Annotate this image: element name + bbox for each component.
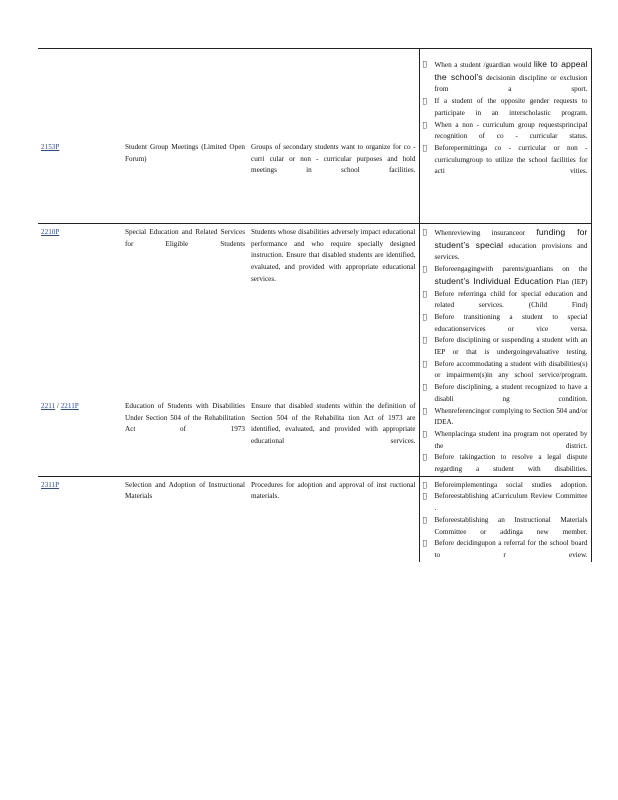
list-item: When a non - curriculum group requestsprincipal recognition of co - curricular status. xyxy=(423,120,588,143)
bullet-icon xyxy=(423,335,427,347)
policy-description: Procedures for adoption and approval of inst ructional materials. xyxy=(251,480,416,501)
bullet-icon xyxy=(423,59,427,71)
policy-link-2153p[interactable]: 2153P xyxy=(41,143,60,151)
bullet-icon xyxy=(423,96,427,108)
list-item: If a student of the opposite gender requests to participate in an interscholastic program. xyxy=(423,96,588,119)
policy-code-cell xyxy=(38,476,122,561)
bullet-icon xyxy=(423,538,427,550)
bullet-icon xyxy=(423,480,427,492)
policy-title: Special Education and Related Services for Eligible Students xyxy=(125,228,245,248)
policy-link-2211[interactable]: 2211 xyxy=(41,401,56,410)
bullet-icon xyxy=(423,359,427,371)
policy-code-cell xyxy=(38,49,122,224)
policy-description: Ensure that disabled students within the definition of Section 504 of the Rehabilita tion Act of 1973 are identified, evaluated, and provided with appropriate educational services. xyxy=(251,401,416,446)
bullet-icon xyxy=(423,227,427,239)
bullet-icon xyxy=(423,452,427,464)
list-item: Before decidingupon a referral for the school board to r eview. xyxy=(423,538,588,561)
bullet-icon xyxy=(423,429,427,441)
code-separator: / xyxy=(55,401,61,410)
policy-title-cell xyxy=(122,224,248,297)
list-item: Before disciplining or suspending a student with an IEP or that is undergoingevaluative testing. xyxy=(423,335,588,358)
policy-description-cell xyxy=(248,297,419,476)
policy-link-2211p[interactable]: 2211P xyxy=(60,401,79,410)
policy-description-cell xyxy=(248,224,419,297)
policy-description: Groups of secondary students want to organize for co -curri cular or non - curricular purposes and hold meetings in school facilities. xyxy=(251,143,416,175)
policy-actions-cell xyxy=(419,49,591,224)
policy-code-cell xyxy=(38,224,122,297)
list-item: Before disciplining, a student recognized to have a disabli ng condition. xyxy=(423,382,588,405)
action-list xyxy=(423,59,588,178)
list-item: Before takingaction to resolve a legal dispute regarding a student with disabilities. xyxy=(423,452,588,475)
bullet-icon xyxy=(423,491,427,503)
list-item: Before accommodating a student with disabilities(s) or impairment(s)in any school service/program. xyxy=(423,359,588,382)
list-item: Whenplacinga student ina program not operated by the district. xyxy=(423,429,588,452)
policy-link-2210p[interactable]: 2210P xyxy=(41,228,60,236)
bullet-icon xyxy=(423,515,427,527)
bullet-icon xyxy=(423,120,427,132)
policy-title-cell xyxy=(122,297,248,476)
bullet-icon xyxy=(423,406,427,418)
table-row xyxy=(38,476,591,561)
policy-actions-cell xyxy=(419,476,591,561)
action-list xyxy=(423,480,588,562)
policy-description: Students whose disabilities adversely impact educational performance and who require specially designed instruction. Ensure that disabled students are identified, evaluated, and provided with appropriate educational services. xyxy=(251,228,416,283)
list-item: Whenreviewing insuranceor funding for student’s special education provisions and services. xyxy=(423,227,588,264)
list-item: Whenreferencingor complying to Section 504 and/or IDEA. xyxy=(423,406,588,429)
bullet-icon xyxy=(423,382,427,394)
policy-title: Student Group Meetings (Limited Open Forum) xyxy=(125,143,245,163)
list-item: Beforeengagingwith parents/guardians on the student’s Individual Education Plan (IEP) xyxy=(423,264,588,288)
bullet-icon xyxy=(423,312,427,324)
list-item: Beforeestablishing aCurriculum Review Committee . xyxy=(423,491,588,514)
list-item: When a student /guardian would like to appeal the school’s decisionin discipline or exclusion from a sport. xyxy=(423,59,588,96)
policy-title-cell xyxy=(122,476,248,561)
list-item: Before transitioning a student to special educationservices or vice versa. xyxy=(423,312,588,335)
policy-title: Selection and Adoption of Instructional Materials xyxy=(125,480,245,501)
policy-title: Education of Students with Disabilities Under Section 504 of the Rehabilitation Act of 1973 xyxy=(125,401,245,434)
policy-description-cell xyxy=(248,476,419,561)
policy-actions-cell xyxy=(419,224,591,477)
list-item: Beforeestablishing an Instructional Materials Committee or addinga new member. xyxy=(423,515,588,538)
list-item: Before referringa child for special education and related services. (Child Find) xyxy=(423,289,588,312)
bullet-icon xyxy=(423,143,427,155)
list-item: Beforepermittinga co - curricular or non -curriculumgroup to utilize the school facilities for acti vities. xyxy=(423,143,588,178)
policy-code-cell xyxy=(38,297,122,476)
table-row xyxy=(38,224,591,297)
action-list xyxy=(423,227,588,476)
table-row xyxy=(38,49,591,224)
policy-link-2311p[interactable]: 2311P xyxy=(41,480,60,489)
policy-description-cell xyxy=(248,49,419,224)
bullet-icon xyxy=(423,289,427,301)
bullet-icon xyxy=(423,264,427,276)
policy-table xyxy=(38,48,592,562)
list-item: Beforeimplementinga social studies adoption. xyxy=(423,480,588,492)
policy-title-cell xyxy=(122,49,248,224)
